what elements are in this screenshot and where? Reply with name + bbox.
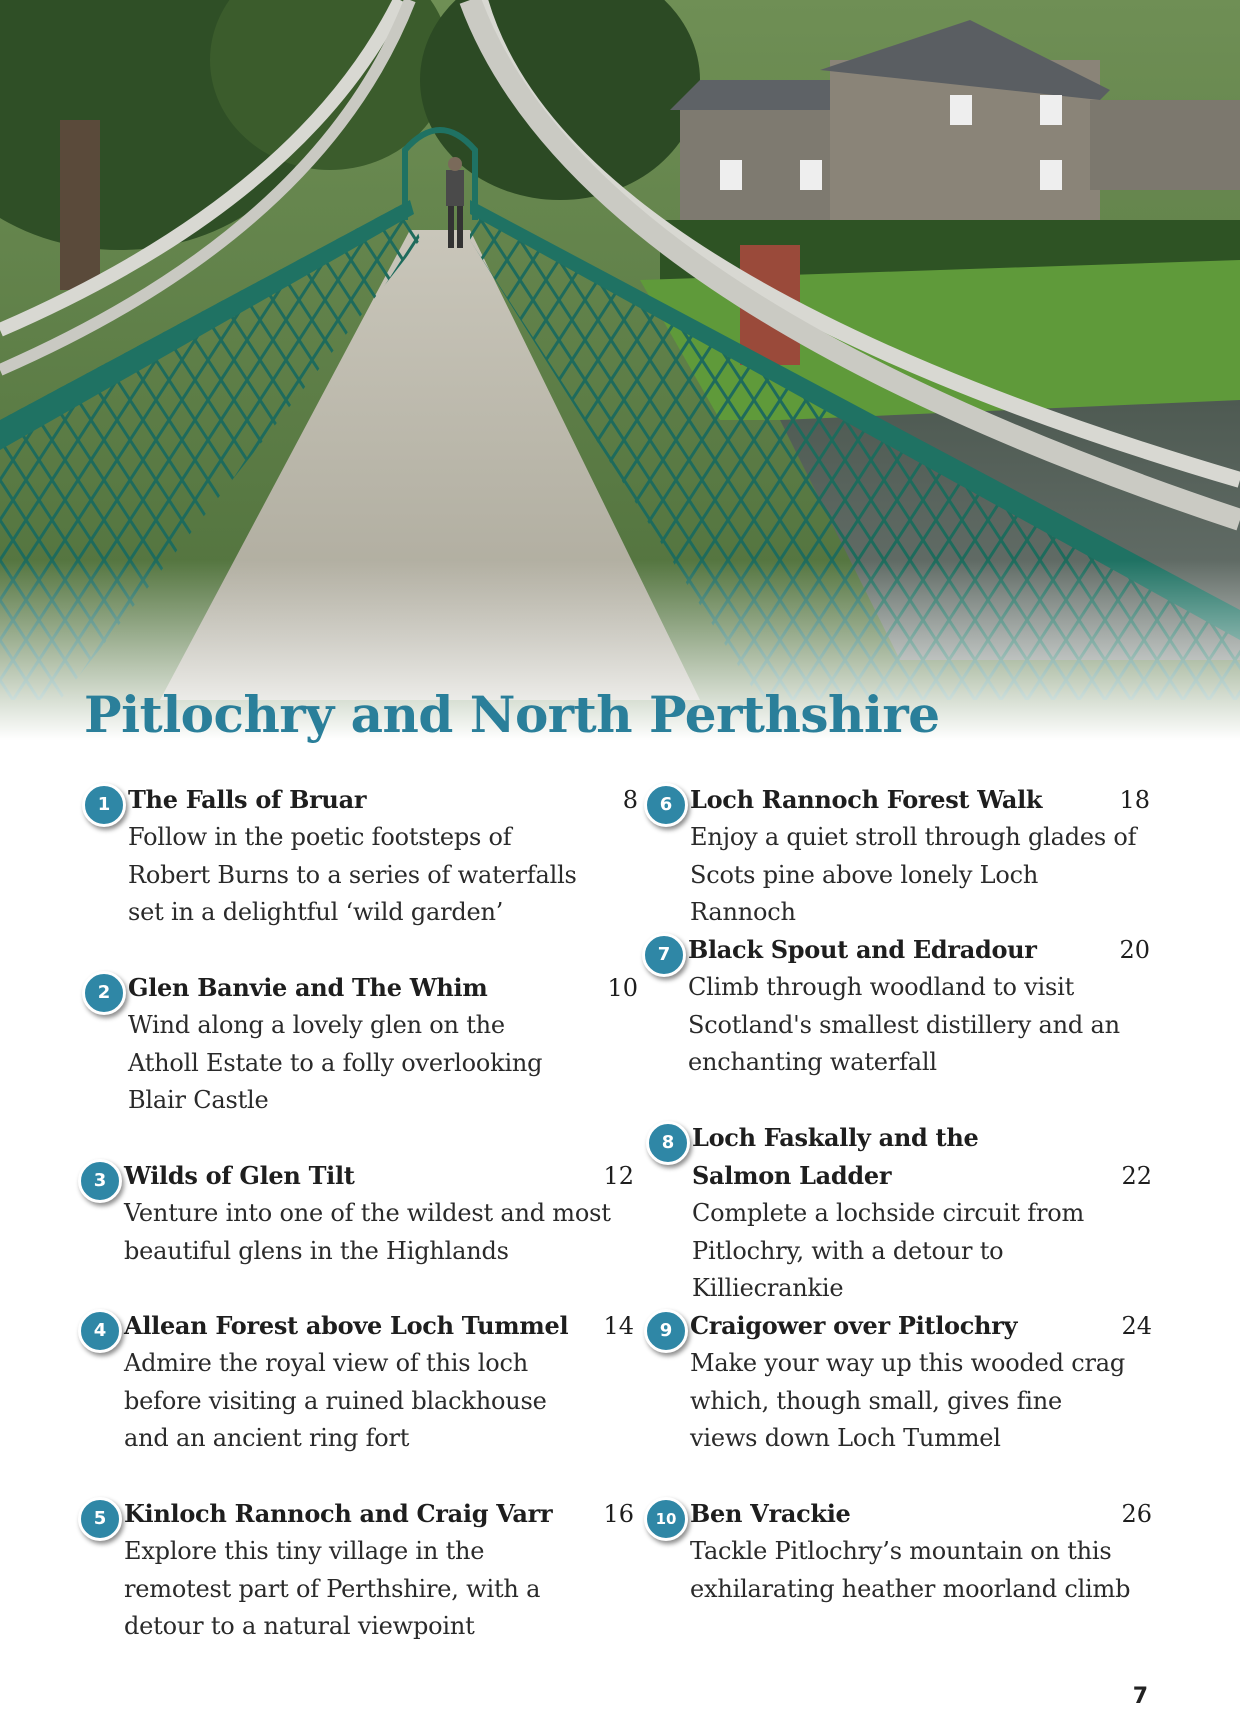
route-number-badge: 3	[78, 1159, 122, 1203]
route-name-line2: Salmon Ladder	[692, 1161, 892, 1190]
route-name: Kinloch Rannoch and Craig Varr	[124, 1499, 553, 1528]
route-item-3[interactable]	[93, 1157, 634, 1270]
route-description: Follow in the poetic footsteps of Robert Burns to a series of waterfalls set in a delightful ‘wild garden’	[128, 823, 577, 926]
route-page-number: 12	[603, 1162, 634, 1190]
route-description: Make your way up this wooded crag which, though small, gives fine views down Loch Tummel	[690, 1349, 1126, 1452]
route-item-4[interactable]	[93, 1307, 634, 1458]
route-name: Allean Forest above Loch Tummel	[124, 1311, 569, 1340]
route-number-badge: 5	[78, 1497, 122, 1541]
route-name: Loch Rannoch Forest Walk	[690, 785, 1043, 814]
route-item-10[interactable]	[655, 1495, 1152, 1608]
route-description: Explore this tiny village in the remotest part of Perthshire, with a detour to a natural viewpoint	[124, 1537, 541, 1640]
route-description: Wind along a lovely glen on the Atholl Estate to a folly overlooking Blair Castle	[128, 1011, 543, 1114]
route-page-number: 20	[1119, 936, 1150, 964]
route-description: Tackle Pitlochry’s mountain on this exhilarating heather moorland climb	[690, 1537, 1131, 1603]
route-number-badge: 1	[82, 783, 126, 827]
route-item-8[interactable]	[661, 1119, 1152, 1308]
route-name: Black Spout and Edradour	[688, 935, 1037, 964]
route-page-number: 8	[622, 786, 638, 814]
route-number-badge: 10	[644, 1497, 688, 1541]
route-number-badge: 4	[78, 1309, 122, 1353]
route-number-badge: 7	[642, 933, 686, 977]
route-description: Enjoy a quiet stroll through glades of Scots pine above lonely Loch Rannoch	[690, 823, 1137, 926]
route-description: Complete a lochside circuit from Pitlochry, with a detour to Killiecrankie	[692, 1199, 1085, 1302]
route-item-7[interactable]	[657, 931, 1150, 1082]
route-page-number: 16	[603, 1500, 634, 1528]
route-name: Glen Banvie and The Whim	[128, 973, 488, 1002]
route-page-number: 18	[1119, 786, 1150, 814]
route-item-2[interactable]	[97, 969, 638, 1120]
route-name: Craigower over Pitlochry	[690, 1311, 1018, 1340]
route-name: Ben Vrackie	[690, 1499, 851, 1528]
page-number: 7	[1132, 1684, 1148, 1709]
suspension-bridge-illustration	[0, 0, 1240, 744]
route-item-5[interactable]	[93, 1495, 634, 1646]
route-name: The Falls of Bruar	[128, 785, 367, 814]
route-page-number: 10	[607, 974, 638, 1002]
route-description: Admire the royal view of this loch before visiting a ruined blackhouse and an ancient ring fort	[124, 1349, 547, 1452]
route-name: Wilds of Glen Tilt	[124, 1161, 355, 1190]
route-name: Loch Faskally and the	[692, 1123, 979, 1152]
route-number-badge: 9	[644, 1309, 688, 1353]
route-page-number: 14	[603, 1312, 634, 1340]
route-page-number: 22	[1121, 1162, 1152, 1190]
route-number-badge: 6	[644, 783, 688, 827]
route-description: Climb through woodland to visit Scotland's smallest distillery and an enchanting waterfall	[688, 973, 1120, 1076]
route-item-1[interactable]	[97, 781, 638, 932]
page-title: Pitlochry and North Perthshire	[84, 685, 940, 744]
route-item-9[interactable]	[659, 1307, 1152, 1458]
route-description: Venture into one of the wildest and most beautiful glens in the Highlands	[124, 1199, 611, 1265]
route-page-number: 24	[1121, 1312, 1152, 1340]
route-number-badge: 8	[646, 1121, 690, 1165]
route-item-6[interactable]	[659, 781, 1150, 932]
route-number-badge: 2	[82, 971, 126, 1015]
hero-photo	[0, 0, 1240, 744]
route-page-number: 26	[1121, 1500, 1152, 1528]
